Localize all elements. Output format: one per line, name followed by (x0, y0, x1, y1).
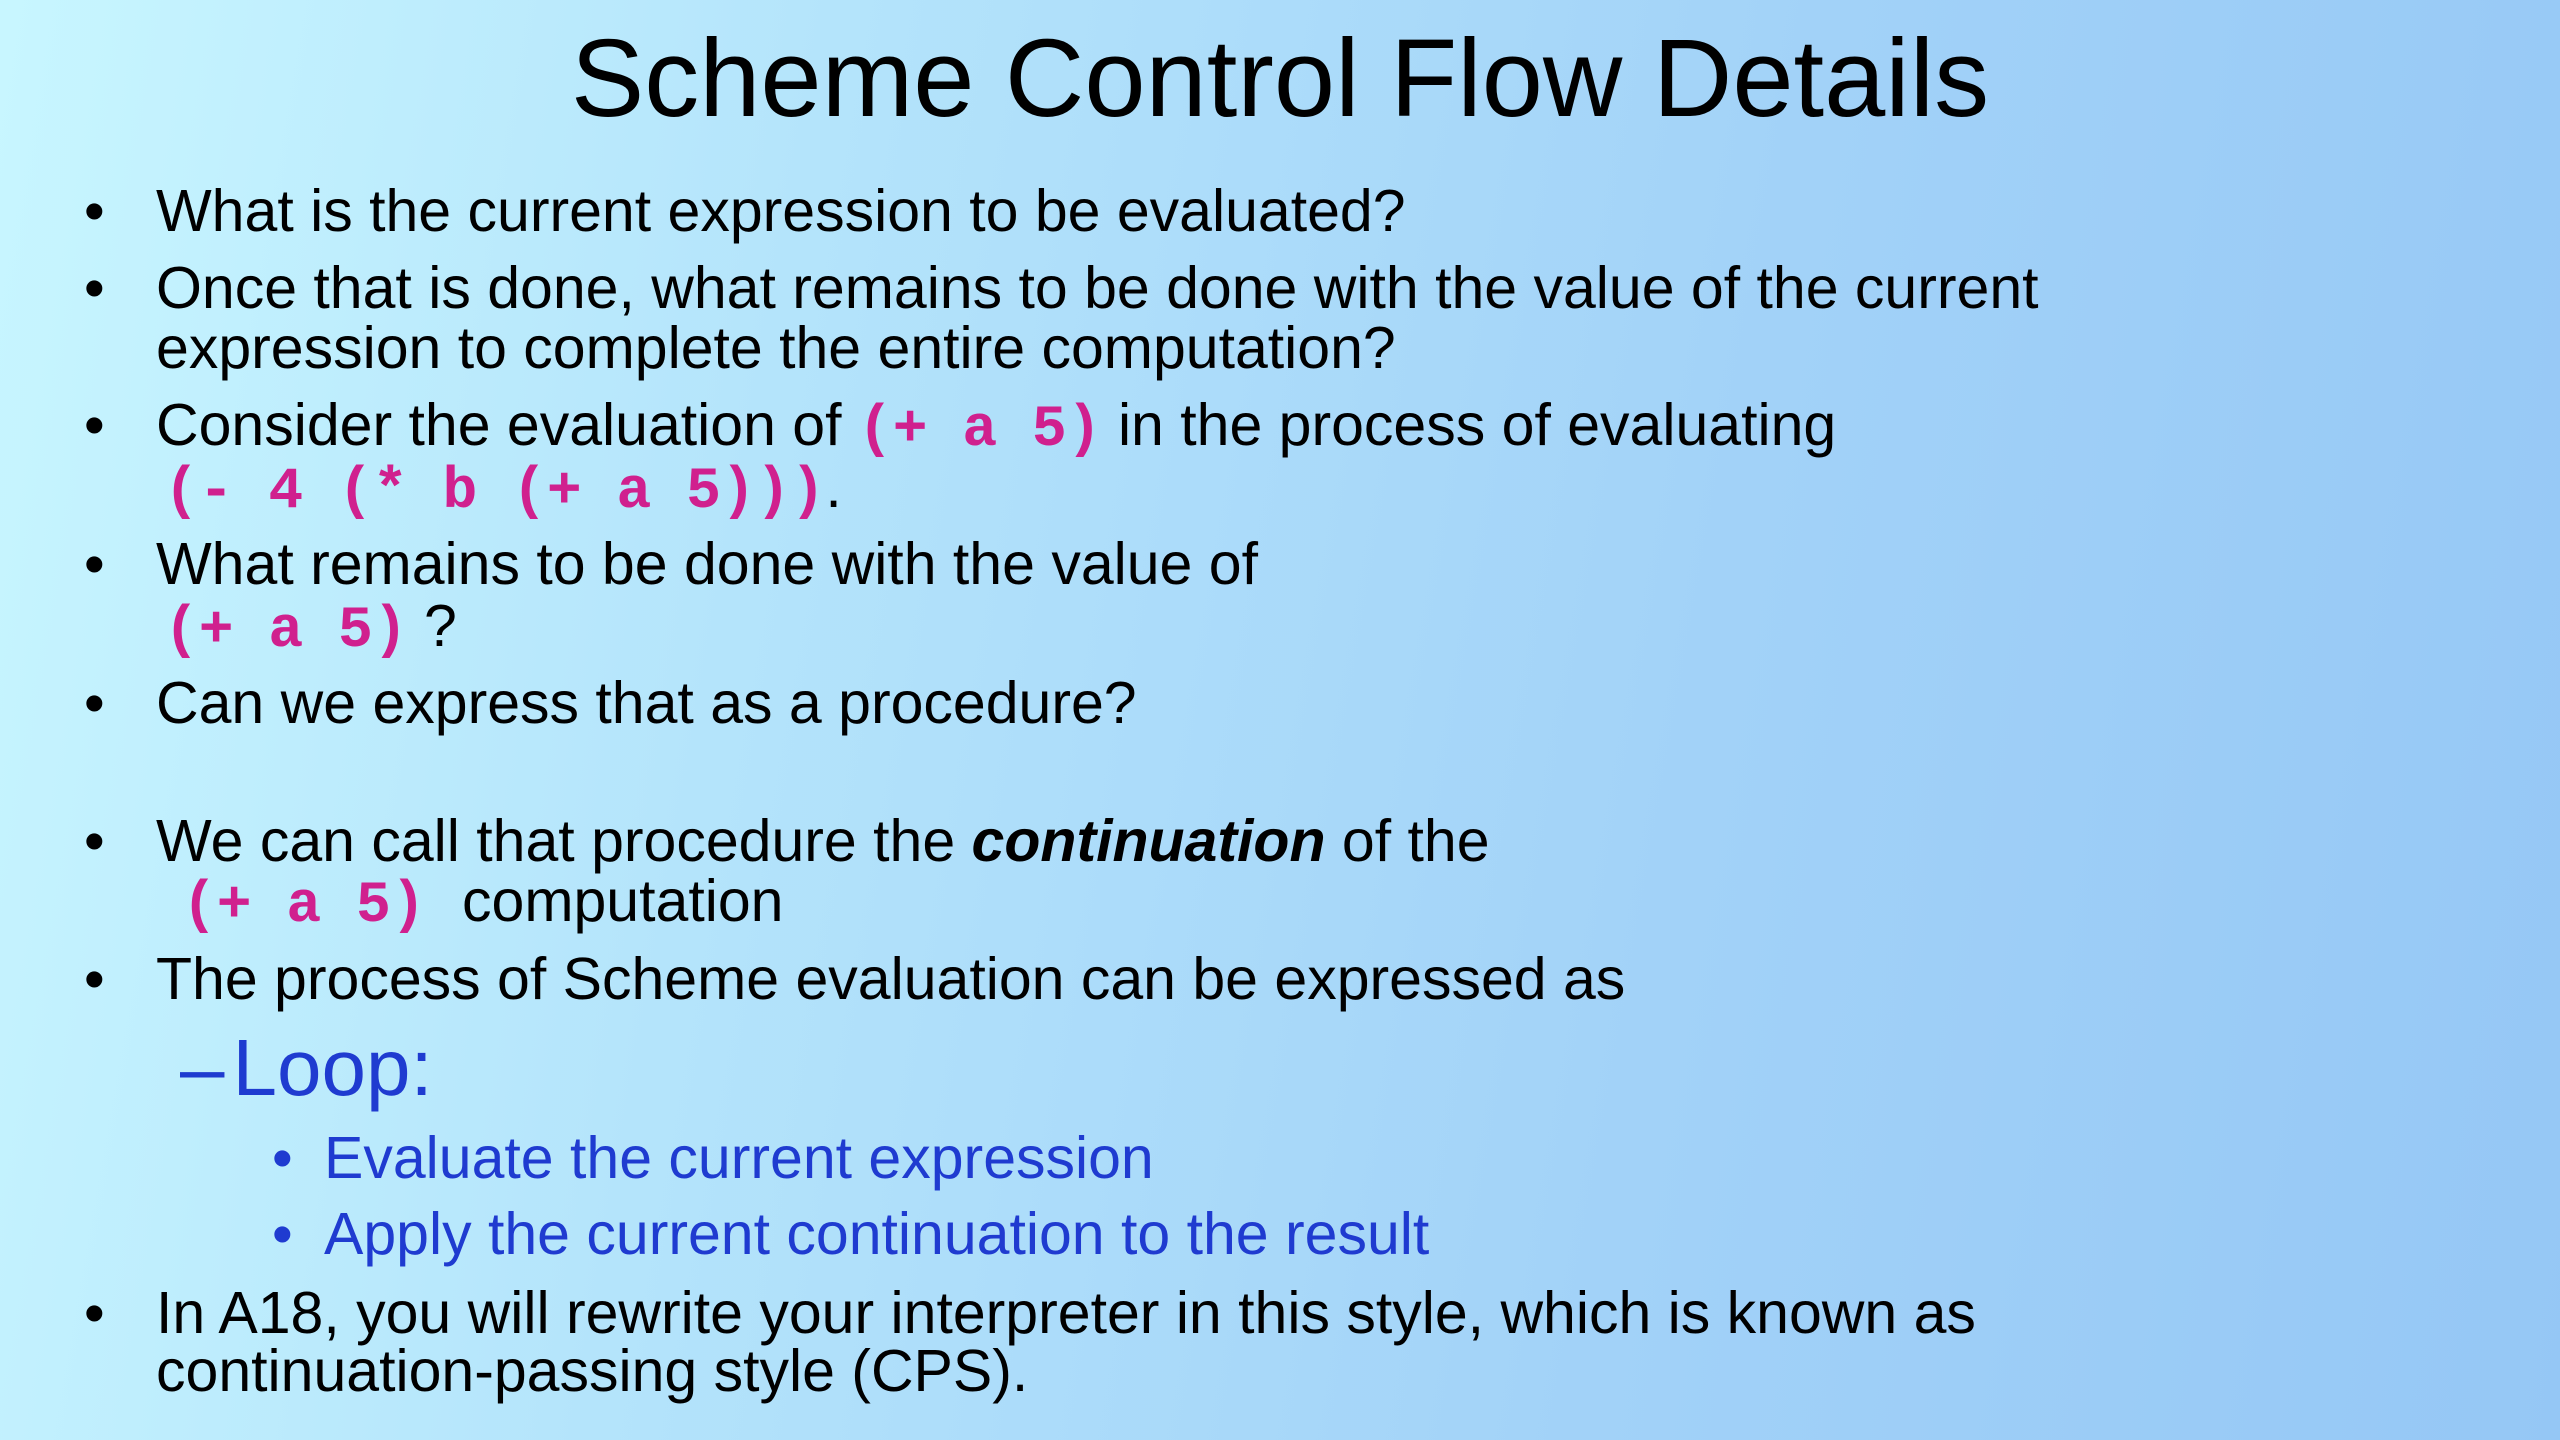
bullet-3-post: in the process of evaluating (1101, 392, 1837, 458)
bullet-4-end: ? (407, 593, 457, 659)
bullet-2-line-1: Once that is done, what remains to be done with the value of the current (156, 255, 2039, 321)
bullet-6-line-1 (156, 810, 1490, 872)
bullet-3-line-2 (164, 456, 842, 524)
sub-bullet-dot: • (272, 1201, 293, 1267)
bullet-1-text: What is the current expression to be evaluated? (156, 178, 1406, 244)
bullet-6-pre: We can call that procedure the (156, 808, 972, 874)
bullet-dot: • (84, 808, 105, 874)
bullet-3-end: . (825, 454, 842, 520)
slide-title: Scheme Control Flow Details (570, 17, 1990, 140)
loop-label: Loop: (232, 1023, 433, 1112)
sub-bullet-dot: • (272, 1125, 293, 1191)
continuation-term: continuation (971, 808, 1326, 874)
bullet-6-post: of the (1325, 808, 1490, 874)
code-plus-a-5: (+ a 5) (857, 398, 1102, 463)
bullet-3-pre: Consider the evaluation of (156, 392, 858, 458)
bullet-dot: • (84, 946, 105, 1012)
loop-item-2-text: Apply the current continuation to the result (324, 1201, 1430, 1267)
code-plus-a-5: (+ a 5) (164, 599, 408, 664)
bullet-dot: • (84, 178, 105, 244)
bullet-dot: • (84, 531, 105, 597)
bullet-6-line-2 (182, 870, 783, 938)
sub-dash: – (180, 1023, 225, 1112)
bullet-6-end: computation (445, 868, 784, 934)
bullet-4-line-2 (164, 595, 457, 663)
bullet-3-line-1 (156, 394, 1836, 462)
bullet-7-text: The process of Scheme evaluation can be expressed as (156, 946, 1626, 1012)
loop-item-1-text: Evaluate the current expression (324, 1125, 1154, 1191)
bullet-2-line-2: expression to complete the entire computation? (156, 315, 1396, 381)
code-full-expression: (- 4 (* b (+ a 5))) (164, 460, 826, 525)
bullet-dot: • (84, 392, 105, 458)
bullet-4-line-1: What remains to be done with the value of (156, 531, 1258, 597)
loop-heading (180, 1020, 433, 1116)
bullet-dot: • (84, 670, 105, 736)
bullet-5-text: Can we express that as a procedure? (156, 670, 1137, 736)
bullet-8-line-1: In A18, you will rewrite your interpreter in this style, which is known as (156, 1280, 1976, 1346)
code-plus-a-5: (+ a 5) (182, 874, 426, 939)
bullet-dot: • (84, 1280, 105, 1346)
bullet-dot: • (84, 255, 105, 321)
bullet-8-line-2: continuation-passing style (CPS). (156, 1338, 1029, 1404)
